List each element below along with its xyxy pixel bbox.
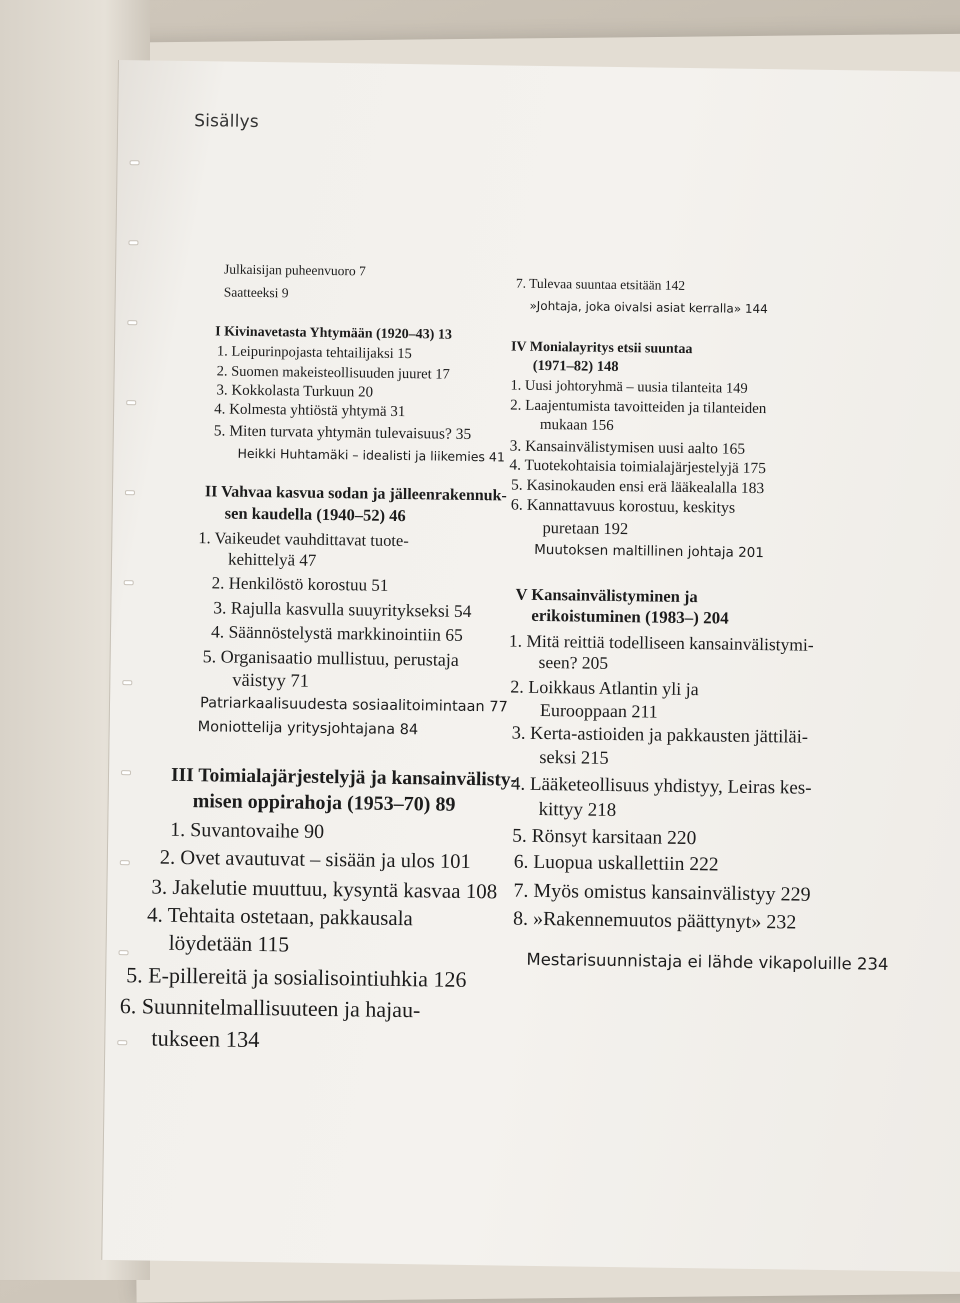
toc-chapter-entry: 7. Tulevaa suuntaa etsitään 142 [515, 275, 686, 293]
toc-chapter-entry: 6. Suunnitelmallisuuteen ja hajau- [119, 993, 421, 1023]
toc-part-heading: (1971–82) 148 [532, 357, 619, 376]
toc-chapter-entry: 4. Lääketeollisuus yhdistyy, Leiras kes- [510, 773, 812, 799]
toc-chapter-entry: 8. »Rakennemuutos päättynyt» 232 [512, 907, 797, 934]
toc-chapter-entry: 1. Leipurinpojasta tehtailijaksi 15 [216, 343, 412, 363]
stitch-mark [124, 580, 134, 585]
stitch-mark [130, 160, 140, 165]
toc-chapter-entry: 1. Mitä reittiä todelliseen kansainvälistymi- [508, 630, 814, 655]
toc-chapter-entry: seksi 215 [539, 747, 609, 769]
toc-right-column [508, 275, 948, 974]
toc-chapter-entry: 4. Kolmesta yhtiöstä yhtymä 31 [214, 401, 406, 421]
toc-chapter-entry: 1. Vaikeudet vauhdittavat tuote- [198, 528, 409, 551]
toc-chapter-entry: 5. E-pillereitä ja sosialisointiuhkia 126 [126, 962, 467, 992]
toc-part-heading: I Kivinavetasta Yhtymään (1920–43) 13 [215, 324, 452, 343]
toc-chapter-entry: 5. Organisaatio mullistuu, perustaja [202, 646, 459, 670]
toc-chapter-entry: 1. Uusi johtoryhmä – uusia tilanteita 149 [510, 377, 748, 397]
toc-profile-entry: Patriarkaalisuudesta sosiaalitoimintaan 77 [199, 695, 508, 716]
toc-part-heading: II Vahvaa kasvua sodan ja jälleenrakennuk- [204, 483, 507, 505]
toc-chapter-entry: 5. Kasinokauden ensi erä lääkealalla 183 [510, 476, 765, 498]
toc-chapter-entry: 2. Suomen makeisteollisuuden juuret 17 [216, 363, 450, 383]
toc-chapter-entry: kittyy 218 [538, 798, 617, 822]
toc-left-column [119, 261, 548, 1053]
toc-chapter-entry: 3. Jakelutie muuttuu, kysyntä kasvaa 108 [151, 874, 498, 904]
toc-intro-entry: Julkaisijan puheenvuoro 7 [223, 261, 366, 279]
stitch-mark [127, 320, 137, 325]
toc-chapter-entry: 2. Henkilöstö korostuu 51 [211, 573, 389, 595]
toc-part-heading: V Kansainvälistyminen ja [515, 584, 698, 607]
toc-chapter-entry: 2. Ovet avautuvat – sisään ja ulos 101 [159, 846, 471, 874]
toc-profile-entry: Mestarisuunnistaja ei lähde vikapoluille 234 [526, 949, 889, 974]
stitch-mark [122, 680, 132, 685]
toc-chapter-entry: löydetään 115 [168, 930, 290, 957]
stitch-mark [120, 860, 130, 865]
toc-chapter-entry: 4. Säännöstelystä markkinointiin 65 [210, 621, 463, 645]
toc-chapter-entry: 3. Kokkolasta Turkuun 20 [216, 382, 374, 401]
toc-part-heading: III Toimialajärjestelyjä ja kansainvälisty- [170, 764, 518, 791]
toc-profile-entry: Heikki Huhtamäki – idealisti ja liikemies 41 [237, 445, 505, 465]
stitch-mark [128, 240, 138, 245]
toc-chapter-entry: 1. Suvantovaihe 90 [170, 818, 325, 843]
toc-profile-entry: Muutoksen maltillinen johtaja 201 [534, 541, 765, 562]
toc-chapter-entry: tukseen 134 [151, 1025, 260, 1053]
toc-chapter-entry: väistyy 71 [232, 670, 310, 692]
toc-chapter-entry: Eurooppaan 211 [539, 699, 658, 722]
toc-part-heading: misen oppirahoja (1953–70) 89 [192, 790, 456, 816]
toc-chapter-entry: 2. Loikkaus Atlantin yli ja [510, 676, 699, 700]
stitch-mark [126, 400, 136, 405]
toc-chapter-entry: 7. Myös omistus kansainvälistyy 229 [513, 879, 811, 906]
binding-stitches [113, 120, 142, 1220]
stitch-mark [117, 1040, 127, 1045]
toc-intro-entry: Saatteeksi 9 [223, 284, 289, 301]
toc-chapter-entry: kehittelyä 47 [227, 549, 317, 570]
toc-part-heading: IV Monialayritys etsii suuntaa [510, 339, 693, 358]
toc-chapter-entry: 2. Laajentumista tavoitteiden ja tilanteiden [510, 397, 767, 418]
toc-chapter-entry: 3. Rajulla kasvulla suuyritykseksi 54 [213, 597, 472, 621]
toc-chapter-entry: seen? 205 [538, 651, 609, 673]
toc-chapter-entry: 5. Rönsyt karsitaan 220 [512, 825, 697, 850]
toc-chapter-entry: 5. Miten turvata yhtymän tulevaisuus? 35 [213, 422, 472, 443]
stitch-mark [119, 950, 129, 955]
toc-chapter-entry: 4. Tuotekohtaisia toimialajärjestelyjä 175 [509, 456, 767, 478]
stitch-mark [121, 770, 131, 775]
toc-chapter-entry: 4. Tehtaita ostetaan, pakkausala [146, 902, 414, 931]
toc-chapter-entry: 6. Kannattavuus korostuu, keskitys [510, 496, 736, 517]
toc-chapter-entry: mukaan 156 [539, 416, 614, 434]
page-title: Sisällys [194, 111, 260, 132]
toc-chapter-entry: puretaan 192 [542, 517, 629, 539]
toc-part-heading: sen kaudella (1940–52) 46 [224, 503, 406, 526]
toc-chapter-entry: 3. Kansainvälistymisen uusi aalto 165 [509, 437, 746, 458]
stitch-mark [125, 490, 135, 495]
toc-profile-entry: »Johtaja, joka oivalsi asiat kerralla» 144 [529, 298, 768, 317]
toc-page [101, 60, 960, 1272]
toc-chapter-entry: 3. Kerta-astioiden ja pakkausten jättiläi- [511, 723, 809, 748]
toc-profile-entry: Moniottelija yritysjohtajana 84 [197, 719, 419, 739]
toc-part-heading: erikoistuminen (1983–) 204 [531, 605, 729, 628]
toc-chapter-entry: 6. Luopua uskallettiin 222 [513, 851, 719, 876]
